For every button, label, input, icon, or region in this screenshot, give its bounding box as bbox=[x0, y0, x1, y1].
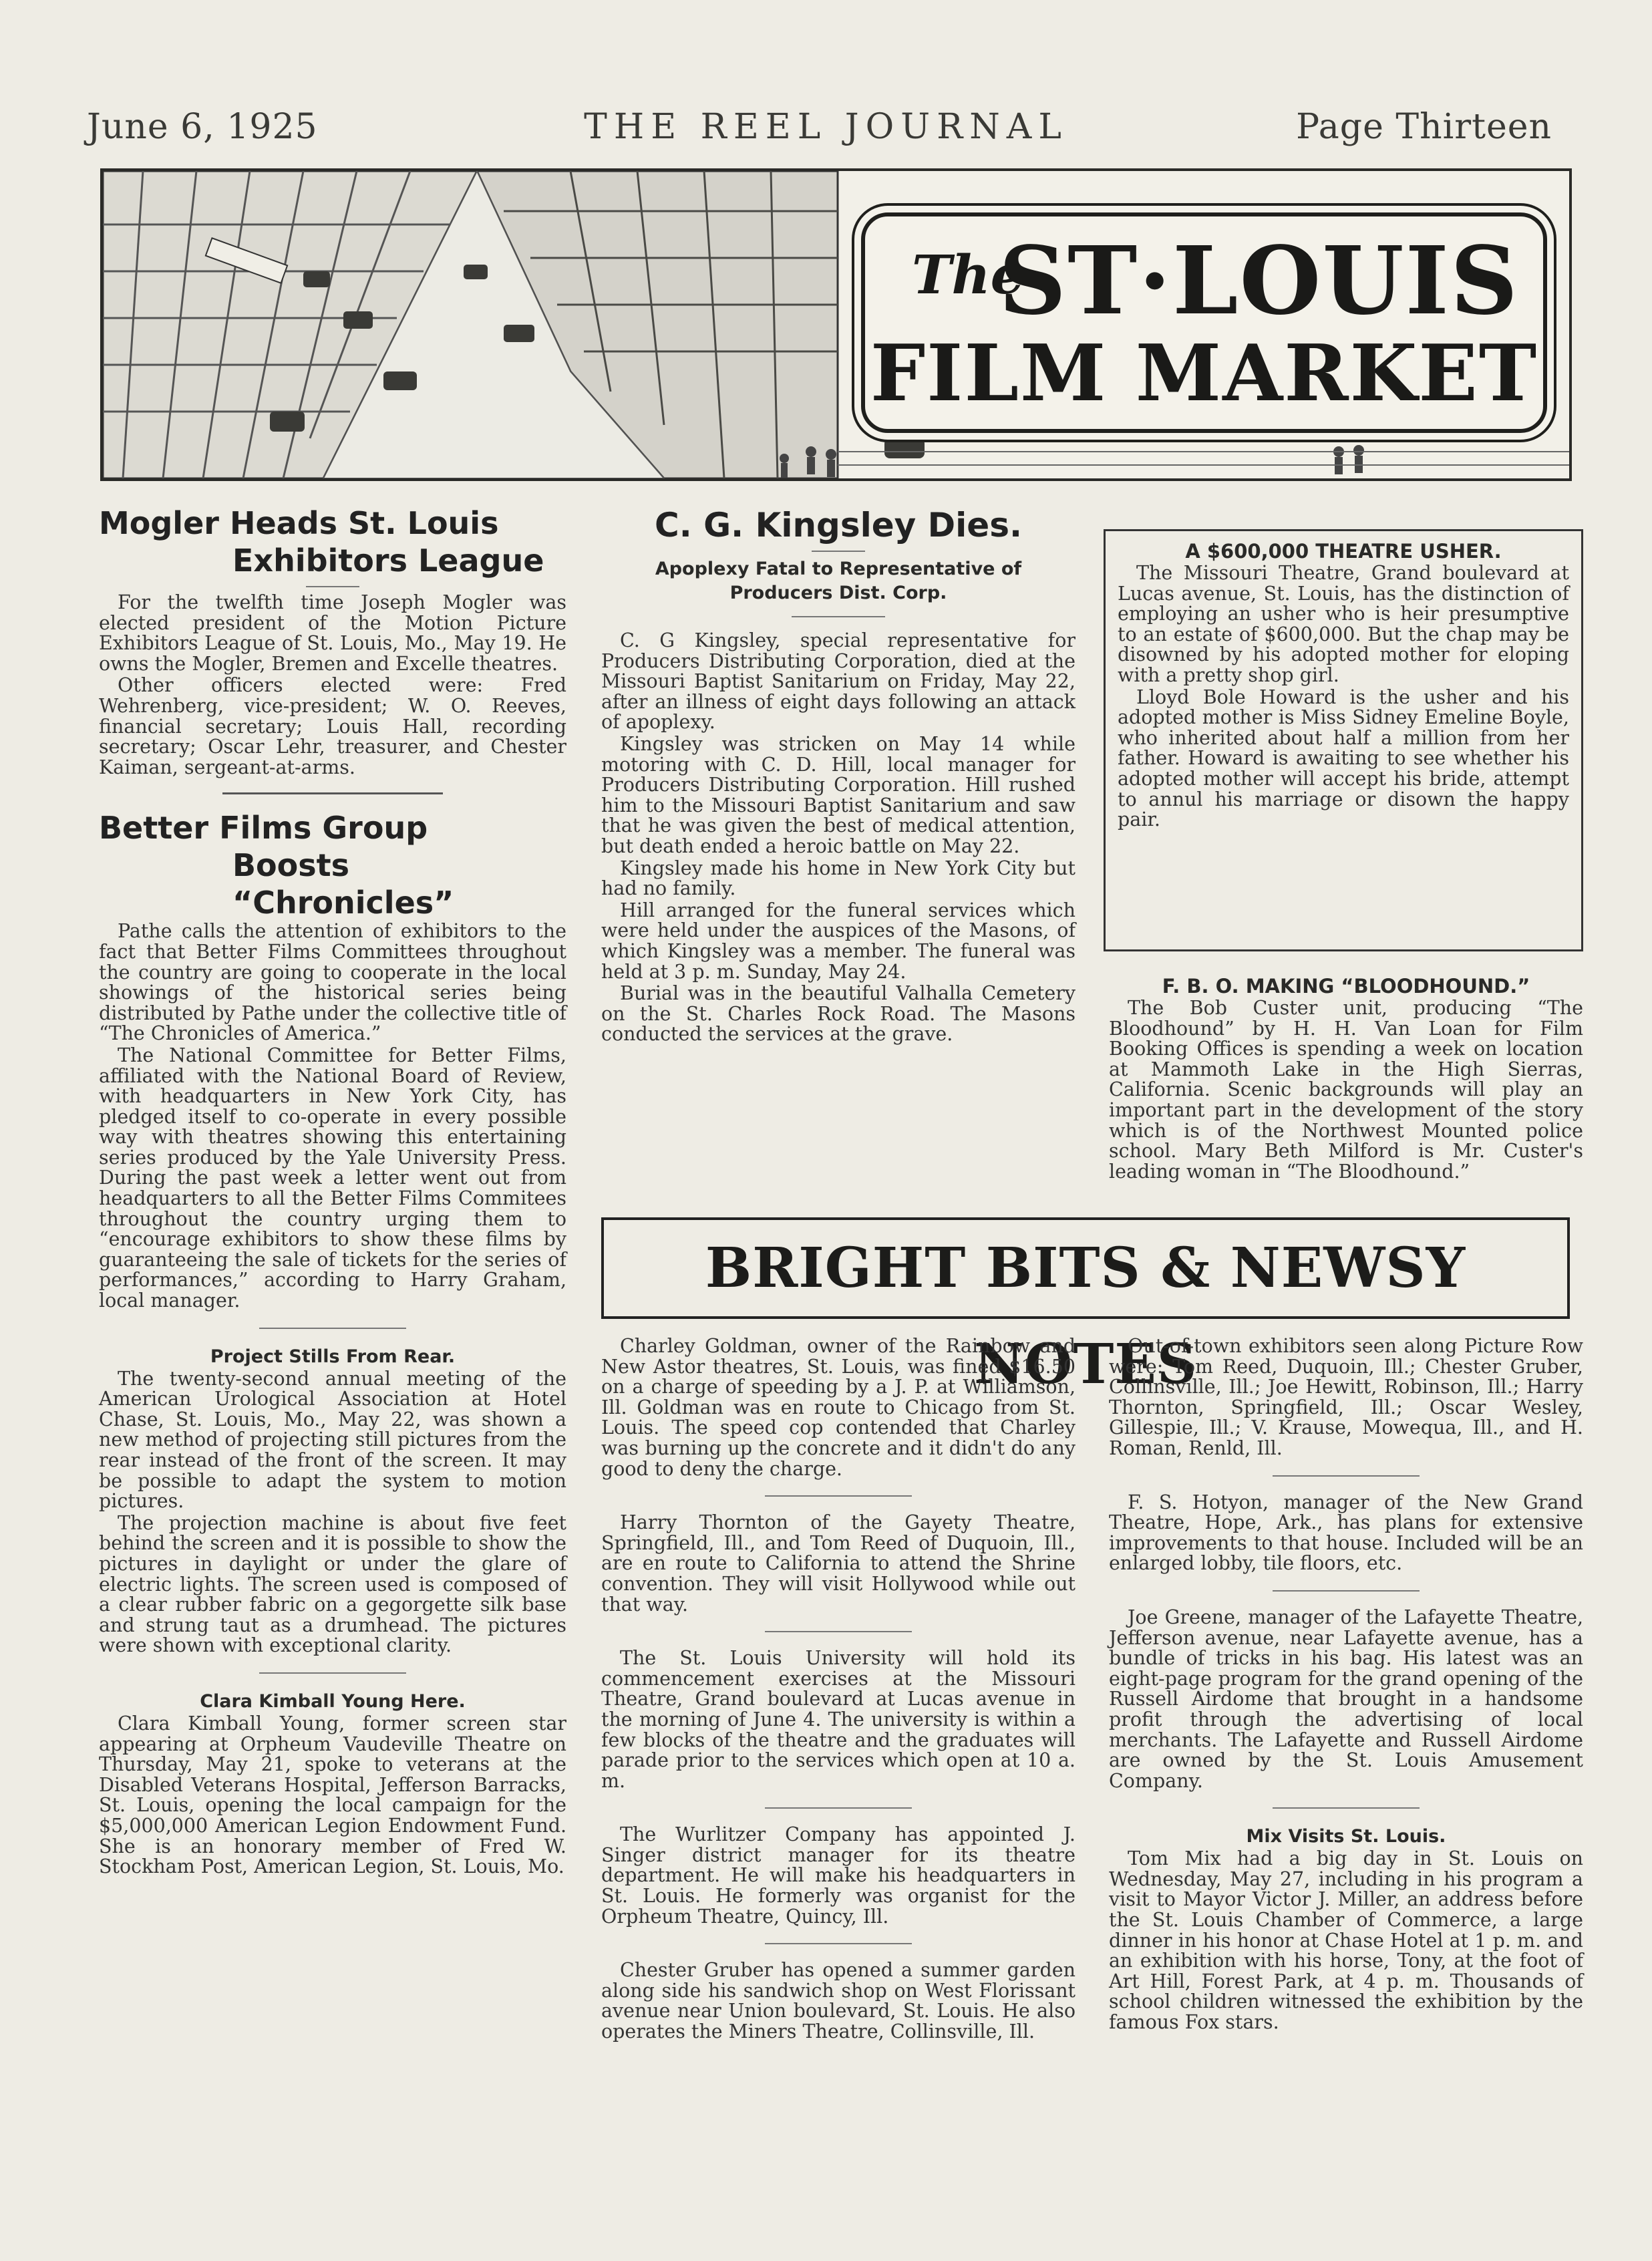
better-films-headline-line-2: Boosts “Chronicles” bbox=[232, 847, 454, 921]
page-number: Page Thirteen bbox=[1296, 107, 1552, 147]
kingsley-paragraph: Kingsley was stricken on May 14 while motoring with C. D. Hill, local manager for Producers Distributing Corporation. Hill rushed him to the Missouri Baptist Sanitarium and saw that he was given the best of medical attention, but death ended a heroic battle on May 22. bbox=[601, 732, 1076, 857]
better-films-headline bbox=[99, 809, 566, 921]
column-middle-notes bbox=[601, 1336, 1076, 2043]
divider bbox=[765, 1631, 912, 1632]
usher-paragraph: Lloyd Bole Howard is the usher and his adopted mother is Miss Sidney Emeline Boyle, who inherited about half a million from her father. Howard is awaiting to see whether his adopted mother will accept his bride, attempt to annul his marriage or disown the happy pair. bbox=[1118, 686, 1569, 831]
mogler-paragraph: For the twelfth time Joseph Mogler was elected president of the Motion Picture Exhibitors League of St. Louis, Mo., May 19. He owns the Mogler, Bremen and Excelle theatres. bbox=[99, 591, 566, 675]
masthead-line-2: FILM MARKET bbox=[870, 328, 1538, 419]
kingsley-subheadline-line-1: Apoplexy Fatal to Representative of bbox=[655, 559, 1022, 579]
usher-headline: A $600,000 THEATRE USHER. bbox=[1185, 540, 1502, 563]
bright-bits-banner bbox=[601, 1217, 1570, 1396]
divider bbox=[259, 1328, 406, 1329]
divider bbox=[1273, 1590, 1420, 1592]
kingsley-paragraph: Hill arranged for the funeral services which were held under the auspices of the Masons, of which Kingsley was a member. The funeral was held at 3 p. m. Sunday, May 24. bbox=[601, 899, 1076, 983]
better-films-paragraph: Pathe calls the attention of exhibitors to the fact that Better Films Committees throughout the country are going to cooperate in the local showings of the historical series being distributed by Pathe under the collective title of “The Chronicles of America.” bbox=[99, 920, 566, 1045]
project-stills-paragraph: The projection machine is about five feet behind the screen and it is possible to show the pictures in daylight or under the glare of electric lights. The screen used is composed of a clear rubber fabric on a gegorgette silk base and strung taut as a drumhead. The pictures were shown with exceptional clarity. bbox=[99, 1511, 566, 1657]
mogler-headline bbox=[99, 504, 566, 579]
note-item: The Wurlitzer Company has appointed J. Singer district manager for its theatre department. He will make his headquarters in St. Louis. He formerly was organist for the Orpheum Theatre, Quincy, Ill. bbox=[601, 1823, 1076, 1928]
column-right-top bbox=[1109, 974, 1583, 1182]
project-stills-paragraph: The twenty-second annual meeting of the American Urological Association at Hotel Chase, St. Louis, Mo., May 22, was shown a new method of projecting still pictures from the rear instead of the front of the screen. It may be possible to adapt the system to motion pictures. bbox=[99, 1367, 566, 1513]
journal-title: THE REEL JOURNAL bbox=[584, 107, 1068, 147]
clara-headline: Clara Kimball Young Here. bbox=[200, 1690, 466, 1712]
divider bbox=[765, 1807, 912, 1809]
note-item: F. S. Hotyon, manager of the New Grand Theatre, Hope, Ark., has plans for extensive improvements to that house. Included will be an enlarged lobby, tile floors, etc. bbox=[1109, 1491, 1583, 1575]
fbo-headline: F. B. O. MAKING “BLOODHOUND.” bbox=[1162, 975, 1530, 998]
divider bbox=[812, 551, 865, 552]
kingsley-paragraph: Kingsley made his home in New York City but had no family. bbox=[601, 857, 1076, 900]
divider bbox=[1273, 1475, 1420, 1477]
better-films-headline-line-1: Better Films Group bbox=[99, 810, 428, 847]
usher-paragraph: The Missouri Theatre, Grand boulevard at Lucas avenue, St. Louis, has the distinction of employing an usher who is heir presumptive to an estate of $600,000. But the chap may be disowned by his adopted mother for eloping with a pretty shop girl. bbox=[1118, 562, 1569, 686]
issue-date: June 6, 1925 bbox=[87, 107, 318, 147]
column-middle-top bbox=[601, 506, 1076, 1045]
note-item: Harry Thornton of the Gayety Theatre, Springfield, Ill., and Tom Reed of Duquoin, Ill., are en route to California to attend the Shrine convention. They will visit Hollywood while out that way. bbox=[601, 1511, 1076, 1616]
better-films-paragraph: The National Committee for Better Films, affiliated with the National Board of Review, with headquarters in New York City, has pledged itself to co-operate in every possible way with theatres showing this entertaining series produced by the Yale University Press. During the past week a letter went out from headquarters to all the Better Films Commitees throughout the country urging them to “encourage exhibitors to show these films by guaranteeing the sale of tickets for the series of performances,” according to Harry Graham, local manager. bbox=[99, 1044, 566, 1312]
column-left bbox=[99, 504, 566, 1877]
kingsley-paragraph: Burial was in the beautiful Valhalla Cemetery on the St. Charles Rock Road. The Masons conducted the services at the grave. bbox=[601, 982, 1076, 1046]
divider bbox=[765, 1943, 912, 1944]
mogler-paragraph: Other officers elected were: Fred Wehrenberg, vice-president; W. O. Reeves, financial secretary; Louis Hall, recording secretary; Oscar Lehr, treasurer, and Chester Kaiman, sergeant-at-arms. bbox=[99, 674, 566, 778]
usher-box bbox=[1104, 529, 1583, 951]
column-right-notes bbox=[1109, 1336, 1583, 2033]
masthead-line-1: ST·LOUIS bbox=[999, 227, 1520, 336]
kingsley-paragraph: C. G Kingsley, special representative for Producers Distributing Corporation, died at the Missouri Baptist Sanitarium on Friday, May 22, after an illness of eight days following an attack of apoplexy. bbox=[601, 629, 1076, 734]
project-stills-headline: Project Stills From Rear. bbox=[210, 1346, 456, 1367]
fbo-paragraph: The Bob Custer unit, producing “The Bloodhound” by H. H. Van Loan for Film Booking Offices is spending a week on location at Mammoth Lake in the High Sierras, California. Scenic backgrounds will play an important part in the development of the story which is of the Northwest Mounted police school. Mary Beth Milford is Mr. Custer's leading woman in “The Bloodhound.” bbox=[1109, 997, 1583, 1183]
mogler-headline-line-2: Exhibitors League bbox=[232, 543, 544, 579]
note-item: Charley Goldman, owner of the Rainbow and New Astor theatres, St. Louis, was fined $16.50 on a charge of speeding by a J. P. at Williamson, Ill. Goldman was en route to Chicago from St. Louis. The speed cop contended that Charley was burning up the concrete and it didn't do any good to deny the charge. bbox=[601, 1335, 1076, 1480]
note-item: Chester Gruber has opened a summer garden along side his sandwich shop on West Florissant avenue near Union boulevard, St. Louis. He also operates the Miners Theatre, Collinsville, Ill. bbox=[601, 1959, 1076, 2043]
kingsley-headline: C. G. Kingsley Dies. bbox=[655, 506, 1022, 545]
kingsley-subheadline-line-2: Producers Dist. Corp. bbox=[729, 583, 947, 603]
masthead-banner bbox=[100, 168, 1572, 481]
note-item: Joe Greene, manager of the Lafayette Theatre, Jefferson avenue, near Lafayette avenue, has a bundle of tricks in his bag. His latest was an eight-page program for the grand opening of the Russell Airdome that brought in a handsome profit through the advertising of local merchants. The Lafayette and Russell Airdome are owned by the St. Louis Amusement Company. bbox=[1109, 1606, 1583, 1792]
divider bbox=[222, 792, 443, 794]
note-item: The St. Louis University will hold its commencement exercises at the Missouri Theatre, Grand boulevard at Lucas avenue in the morning of June 4. The university is within a few blocks of the theatre and the graduates will parade prior to the services which open at 10 a. m. bbox=[601, 1647, 1076, 1792]
masthead-plaque bbox=[861, 212, 1547, 433]
divider bbox=[765, 1495, 912, 1497]
bright-bits-title: BRIGHT BITS & NEWSY NOTES bbox=[705, 1236, 1466, 1396]
masthead-the: The bbox=[912, 243, 1025, 306]
divider bbox=[1273, 1807, 1420, 1809]
mix-headline: Mix Visits St. Louis. bbox=[1246, 1826, 1446, 1847]
divider bbox=[306, 586, 359, 587]
clara-paragraph: Clara Kimball Young, former screen star appearing at Orpheum Vaudeville Theatre on Thursday, May 21, spoke to veterans at the Disabled Veterans Hospital, Jefferson Barracks, St. Louis, opening the local campaign for the $5,000,000 American Legion Endowment Fund. She is an honorary member of Fred W. Stockham Post, American Legion, St. Louis, Mo. bbox=[99, 1712, 566, 1878]
mogler-headline-line-1: Mogler Heads St. Louis bbox=[99, 505, 499, 541]
divider bbox=[792, 616, 885, 617]
note-item: Out-of-town exhibitors seen along Picture Row were: Tom Reed, Duquoin, Ill.; Chester Gruber, Collinsville, Ill.; Joe Hewitt, Robinson, Ill.; Harry Thornton, Springfield, Ill.; Oscar Wesley, Gillespie, Ill.; V. Krause, Mowequa, Ill., and H. Roman, Renld, Ill. bbox=[1109, 1335, 1583, 1459]
divider bbox=[259, 1672, 406, 1674]
mix-paragraph: Tom Mix had a big day in St. Louis on Wednesday, May 27, including in his program a visit to Mayor Victor J. Miller, an address before the St. Louis Chamber of Commerce, a large dinner in his honor at Chase Hotel at 1 p. m. and an exhibition with his horse, Tony, at the foot of Art Hill, Forest Park, at 4 p. m. Thousands of school children witnessed the exhibition by the famous Fox stars. bbox=[1109, 1847, 1583, 2034]
